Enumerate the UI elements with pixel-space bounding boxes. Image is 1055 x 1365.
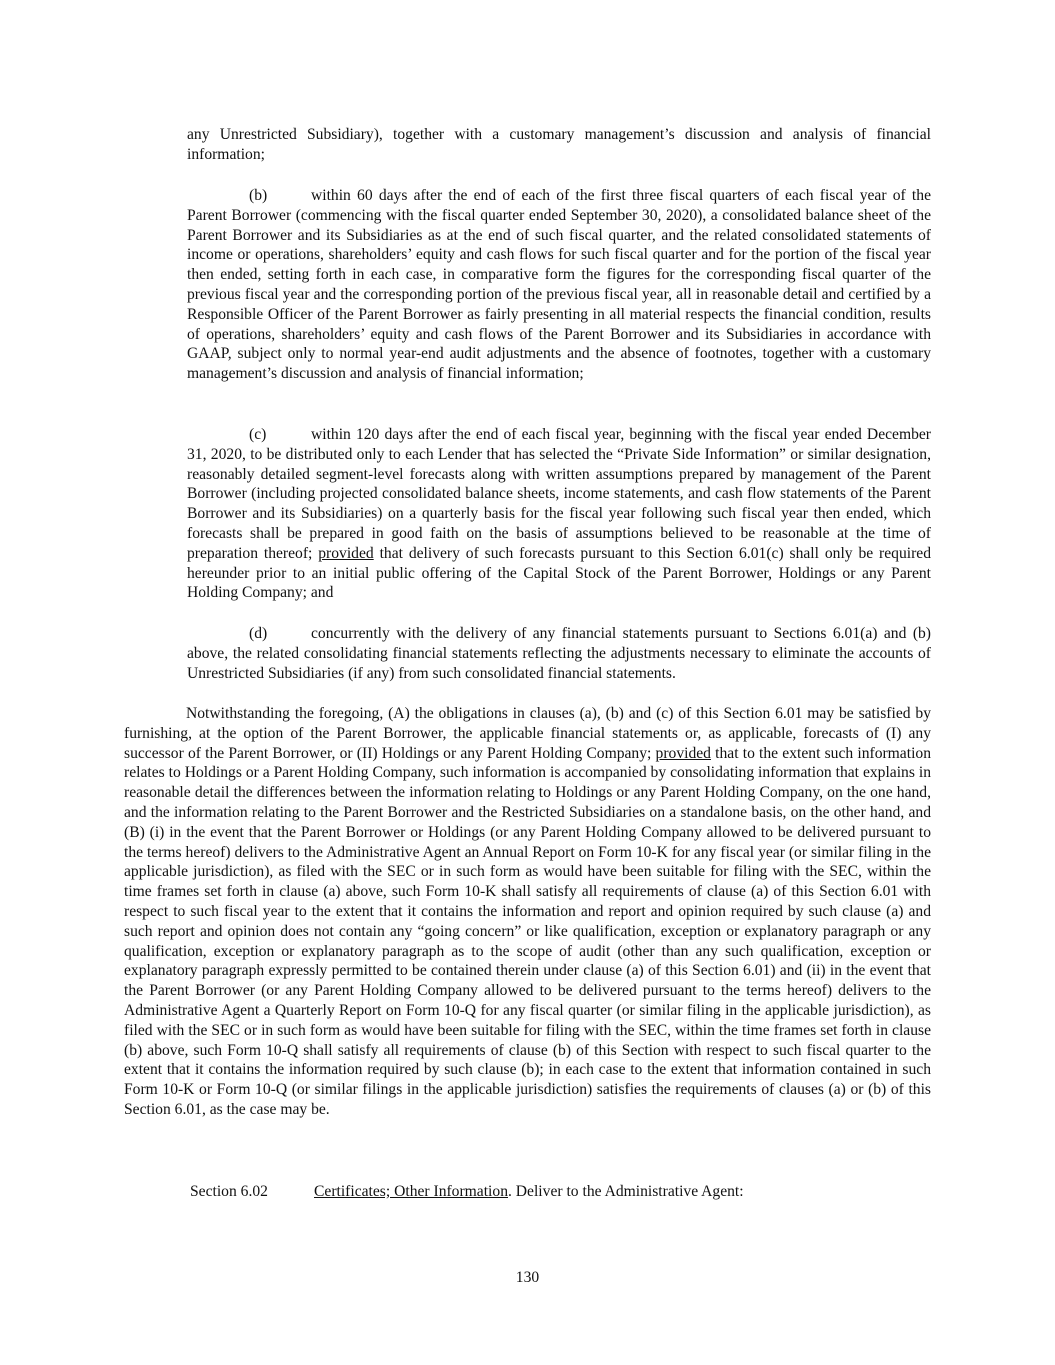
section-title: Certificates; Other Information [314,1183,508,1200]
paragraph-text-continued: that delivery of such forecasts pursuant to this Section 6.01(c) shall only be required hereunder prior to an initial public offering of the Capital Stock of the Parent Borrower, Holdings or any Parent Holding Company; and [187,544,931,602]
provided-underlined: provided [655,744,711,762]
paragraph-d [187,624,931,683]
section-heading-6-02 [190,1182,744,1202]
paragraph-notwithstanding [124,704,931,1120]
page-number: 130 [515,1269,540,1286]
provided-underlined: provided [318,544,374,562]
paragraph-text: any Unrestricted Subsidiary), together with a customary management’s discussion and analysis of financial information; [187,126,931,163]
section-text: . Deliver to the Administrative Agent: [508,1183,744,1200]
clause-label: (b) [249,187,268,204]
paragraph-text-continued: that to the extent such information relates to Holdings or a Parent Holding Company, such information is accompanied by consolidating information that explains in reasonable detail the differences between the information relating to Holdings or any Parent Holding Company, on the one hand, and the information relating to the Parent Borrower and the Restricted Subsidiaries on a standalone basis, on the other hand, and (B) (i) in the event that the Parent Borrower or Holdings (or any Parent Holding Company allowed to be delivered pursuant to the terms hereof) delivers to the Administrative Agent an Annual Report on Form 10-K for any fiscal year (or similar filing in the applicable jurisdiction), as filed with the SEC or in such form as would have been suitable for filing with the SEC, within the time frames set forth in clause (a) above, such Form 10-K shall satisfy all requirements of clause (a) of this Section 6.01 with respect to such fiscal year to the extent that it contains the information and report and opinion required by such clause (a) and such report and opinion does not contain any “going concern” or like qualification, exception or explanatory paragraph or any qualification, exception or explanatory paragraph as to the scope of audit (other than any such qualification, exception or explanatory paragraph expressly permitted to be contained therein under clause (a) of this Section 6.01) and (ii) in the event that the Parent Borrower (or any Parent Holding Company allowed to be delivered pursuant to the terms hereof) delivers to the Administrative Agent a Quarterly Report on Form 10-Q for any fiscal quarter (or similar filing in the applicable jurisdiction), as filed with the SEC or in such form as would have been suitable for filing with the SEC, within the time frames set forth in clause (b) above, such Form 10-Q shall satisfy all requirements of clause (b) of this Section with respect to such fiscal quarter to the extent that it contains the information required by such clause (b); in each case to the extent that information contained in such Form 10-K or Form 10-Q (or similar filings in the applicable jurisdiction) satisfies the requirements of clauses (a) or (b) of this Section 6.01, as the case may be. [124,744,931,1118]
paragraph-text: Notwithstanding the foregoing, (A) the obligations in clauses (a), (b) and (c) of this Section 6.01 may be satisfied by furnishing, at the option of the Parent Borrower, the applicable financial statements or, as applicable, forecasts of (I) any successor of the Parent Borrower, or (II) Holdings or any Parent Holding Company; [124,705,931,762]
paragraph-text: within 60 days after the end of each of the first three fiscal quarters of each fiscal year of the Parent Borrower (commencing with the fiscal quarter ended September 30, 2020), a consolidated balance sheet of the Parent Borrower and its Subsidiaries as at the end of such fiscal quarter, and the related consolidated statements of income or operations, shareholders’ equity and cash flows for such fiscal quarter and for the portion of the fiscal year then ended, setting forth in each case, in comparative form the figures for the corresponding fiscal quarter of the previous fiscal year and the corresponding portion of the previous fiscal year, all in reasonable detail and certified by a Responsible Officer of the Parent Borrower as fairly presenting in all material respects the financial condition, results of operations, shareholders’ equity and cash flows of the Parent Borrower and its Subsidiaries in accordance with GAAP, subject only to normal year-end audit adjustments and the absence of footnotes, together with a customary management’s discussion and analysis of financial information; [187,187,931,383]
clause-label: (c) [249,426,267,443]
section-number: Section 6.02 [190,1183,268,1200]
clause-label: (d) [249,625,268,642]
paragraph-c [187,425,931,603]
paragraph-text: concurrently with the delivery of any financial statements pursuant to Sections 6.01(a) and (b) above, the related consolidating financial statements reflecting the adjustments necessary to eliminate the accounts of Unrestricted Subsidiaries (if any) from such consolidated financial statements. [187,625,931,682]
paragraph-b [187,186,931,384]
paragraph-text: within 120 days after the end of each fiscal year, beginning with the fiscal year ended December 31, 2020, to be distributed only to each Lender that has selected the “Private Side Information” or similar designation, reasonably detailed segment-level forecasts along with written assumptions prepared by management of the Parent Borrower (including projected consolidated balance sheets, income statements, and cash flow statements of the Parent Borrower and its Subsidiaries) on a quarterly basis for the fiscal year following such fiscal year then ended, which forecasts shall be prepared in good faith on the basis of assumptions believed to be reasonable at the time of preparation thereof; [187,426,931,562]
paragraph-a-continuation [187,125,931,165]
